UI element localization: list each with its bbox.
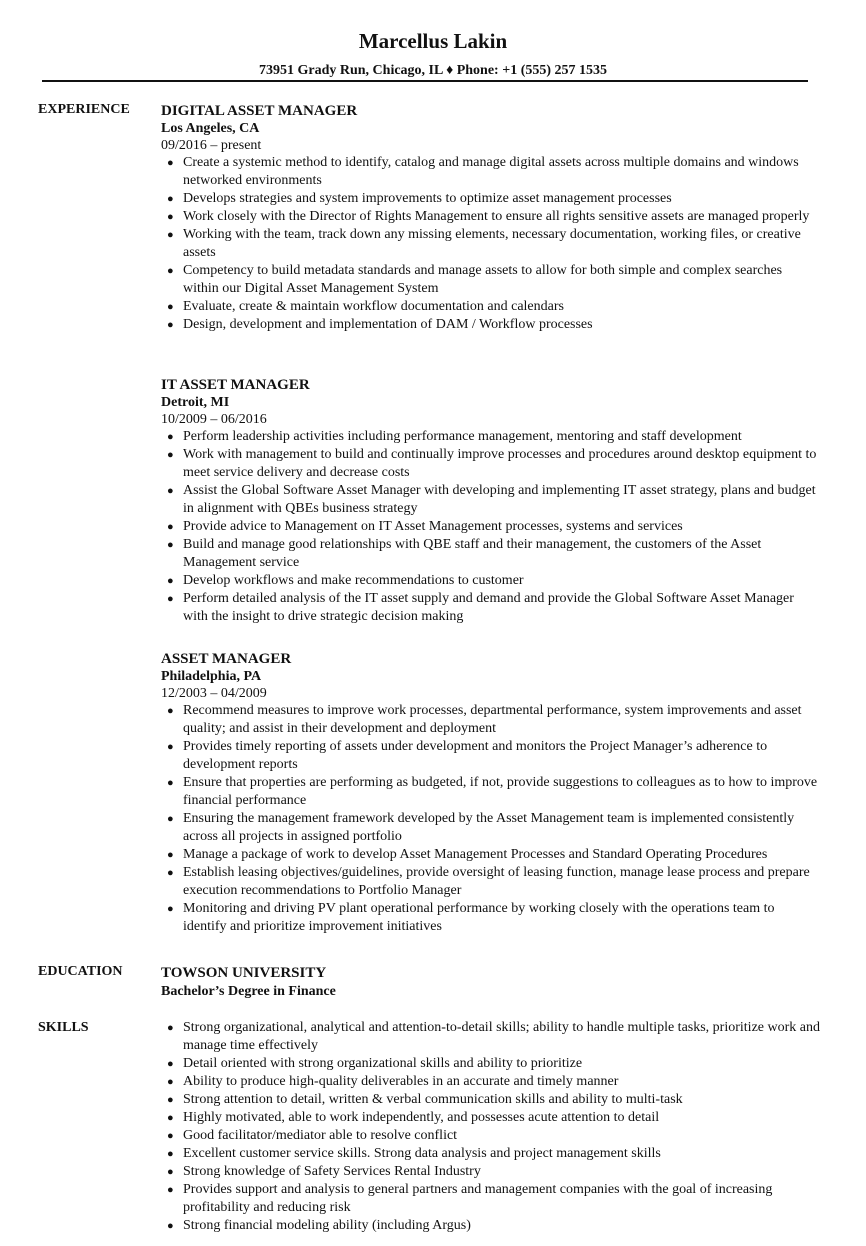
bullet-icon: ● (167, 229, 174, 241)
bullet-icon: ● (167, 741, 174, 753)
bullet-icon: ● (167, 1094, 174, 1106)
skill-text: Detail oriented with strong organizational skills and ability to prioritize (183, 1056, 583, 1071)
list-item (161, 154, 821, 190)
list-item (161, 208, 821, 226)
bullet-icon: ● (167, 777, 174, 789)
duty-text: Competency to build metadata standards and manage assets to allow for both simple and complex searches within our Digital Asset Management System (183, 263, 783, 296)
job-location: Philadelphia, PA (161, 669, 262, 684)
job-duties-list (161, 154, 821, 334)
skill-text: Excellent customer service skills. Strong data analysis and project management skills (183, 1146, 661, 1161)
list-item (161, 702, 821, 738)
bullet-icon: ● (167, 903, 174, 915)
job-dates: 10/2009 – 06/2016 (161, 412, 267, 427)
bullet-icon: ● (167, 1058, 174, 1070)
duty-text: Provide advice to Management on IT Asset Management processes, systems and services (183, 519, 683, 534)
duty-text: Recommend measures to improve work processes, departmental performance, system improvements and asset quality; and assist in their development and deployment (183, 703, 802, 736)
job-location: Los Angeles, CA (161, 121, 260, 136)
skill-text: Highly motivated, able to work independently, and possesses acute attention to detail (183, 1110, 660, 1125)
bullet-icon: ● (167, 485, 174, 497)
bullet-icon: ● (167, 1184, 174, 1196)
duty-text: Working with the team, track down any missing elements, necessary documentation, working files, or creative assets (183, 227, 801, 260)
list-item (161, 428, 821, 446)
job-title: DIGITAL ASSET MANAGER (161, 103, 358, 119)
experience-heading: EXPERIENCE (38, 102, 130, 117)
duty-text: Develops strategies and system improvements to optimize asset management processes (183, 191, 672, 206)
list-item (161, 810, 821, 846)
bullet-icon: ● (167, 301, 174, 313)
job-title: ASSET MANAGER (161, 651, 292, 667)
duty-text: Develop workflows and make recommendations to customer (183, 573, 524, 588)
skills-entry (161, 1019, 821, 1235)
bullet-icon: ● (167, 1220, 174, 1232)
list-item (161, 446, 821, 482)
list-item (161, 298, 821, 316)
education-heading: EDUCATION (38, 964, 123, 979)
list-item (161, 572, 821, 590)
duty-text: Design, development and implementation of DAM / Workflow processes (183, 317, 593, 332)
bullet-icon: ● (167, 431, 174, 443)
bullet-icon: ● (167, 593, 174, 605)
skill-text: Strong knowledge of Safety Services Rental Industry (183, 1164, 481, 1179)
bullet-icon: ● (167, 1076, 174, 1088)
list-item (161, 1127, 821, 1145)
list-item (161, 1055, 821, 1073)
list-item (161, 482, 821, 518)
bullet-icon: ● (167, 813, 174, 825)
bullet-icon: ● (167, 193, 174, 205)
bullet-icon: ● (167, 449, 174, 461)
bullet-icon: ● (167, 1166, 174, 1178)
list-item (161, 536, 821, 572)
list-item (161, 262, 821, 298)
duty-text: Assist the Global Software Asset Manager with developing and implementing IT asset strategy, plans and budget in alignment with QBEs business strategy (183, 483, 816, 516)
skill-text: Ability to produce high-quality deliverables in an accurate and timely manner (183, 1074, 619, 1089)
list-item (161, 1163, 821, 1181)
skills-list (161, 1019, 821, 1235)
bullet-icon: ● (167, 1130, 174, 1142)
job-entry (161, 650, 821, 936)
bullet-icon: ● (167, 849, 174, 861)
degree-name: Bachelor’s Degree in Finance (161, 984, 336, 999)
job-duties-list (161, 702, 821, 936)
duty-text: Monitoring and driving PV plant operational performance by working closely with the operations team to identify and prioritize improvement initiatives (183, 901, 775, 934)
duty-text: Create a systemic method to identify, catalog and manage digital assets across multiple domains and windows networked environments (183, 155, 799, 188)
duty-text: Work with management to build and continually improve processes and procedures around desktop equipment to meet service delivery and decrease costs (183, 447, 817, 480)
list-item (161, 1073, 821, 1091)
list-item (161, 518, 821, 536)
list-item (161, 190, 821, 208)
bullet-icon: ● (167, 265, 174, 277)
bullet-icon: ● (167, 1022, 174, 1034)
job-title: IT ASSET MANAGER (161, 377, 310, 393)
job-duties-list (161, 428, 821, 626)
header-divider (42, 80, 808, 82)
list-item (161, 1145, 821, 1163)
list-item (161, 864, 821, 900)
bullet-icon: ● (167, 705, 174, 717)
bullet-icon: ● (167, 211, 174, 223)
list-item (161, 846, 821, 864)
bullet-icon: ● (167, 521, 174, 533)
skill-text: Strong attention to detail, written & verbal communication skills and ability to multi-task (183, 1092, 683, 1107)
education-entry (161, 964, 821, 1002)
bullet-icon: ● (167, 575, 174, 587)
duty-text: Perform leadership activities including performance management, mentoring and staff development (183, 429, 742, 444)
duty-text: Establish leasing objectives/guidelines, provide oversight of leasing function, manage lease process and prepare execution recommendations to Portfolio Manager (183, 865, 810, 898)
list-item (161, 316, 821, 334)
list-item (161, 738, 821, 774)
bullet-icon: ● (167, 1112, 174, 1124)
job-entry (161, 376, 821, 626)
bullet-icon: ● (167, 319, 174, 331)
skill-text: Good facilitator/mediator able to resolve conflict (183, 1128, 458, 1143)
duty-text: Evaluate, create & maintain workflow documentation and calendars (183, 299, 564, 314)
school-name: TOWSON UNIVERSITY (161, 965, 327, 981)
duty-text: Provides timely reporting of assets under development and monitors the Project Manager’s adherence to development reports (183, 739, 768, 772)
duty-text: Build and manage good relationships with QBE staff and their management, the customers of the Asset Management service (183, 537, 762, 570)
duty-text: Ensure that properties are performing as budgeted, if not, provide suggestions to colleagues as to how to improve financial performance (183, 775, 818, 808)
list-item (161, 226, 821, 262)
skills-heading: SKILLS (38, 1020, 89, 1035)
skill-text: Strong organizational, analytical and attention-to-detail skills; ability to handle multiple tasks, prioritize work and manage time effectively (183, 1020, 820, 1053)
bullet-icon: ● (167, 539, 174, 551)
job-entry (161, 102, 821, 334)
duty-text: Manage a package of work to develop Asset Management Processes and Standard Operating Procedures (183, 847, 768, 862)
skill-text: Provides support and analysis to general partners and management companies with the goal of increasing profitability and reducing risk (183, 1182, 773, 1215)
contact-line: 73951 Grady Run, Chicago, IL ♦ Phone: +1 (555) 257 1535 (258, 63, 608, 78)
list-item (161, 1019, 821, 1055)
list-item (161, 1217, 821, 1235)
duty-text: Perform detailed analysis of the IT asset supply and demand and provide the Global Software Asset Manager with the insight to drive strategic decision making (183, 591, 794, 624)
list-item (161, 1091, 821, 1109)
bullet-icon: ● (167, 1148, 174, 1160)
list-item (161, 774, 821, 810)
bullet-icon: ● (167, 157, 174, 169)
skill-text: Strong financial modeling ability (including Argus) (183, 1218, 471, 1233)
candidate-name: Marcellus Lakin (358, 29, 508, 53)
duty-text: Work closely with the Director of Rights Management to ensure all rights sensitive assets are managed properly (183, 209, 810, 224)
list-item (161, 900, 821, 936)
list-item (161, 590, 821, 626)
job-location: Detroit, MI (161, 395, 230, 410)
job-dates: 12/2003 – 04/2009 (161, 686, 267, 701)
duty-text: Ensuring the management framework developed by the Asset Management team is implemented consistently across all projects in assigned portfolio (183, 811, 795, 844)
bullet-icon: ● (167, 867, 174, 879)
list-item (161, 1181, 821, 1217)
job-dates: 09/2016 – present (161, 138, 262, 153)
list-item (161, 1109, 821, 1127)
